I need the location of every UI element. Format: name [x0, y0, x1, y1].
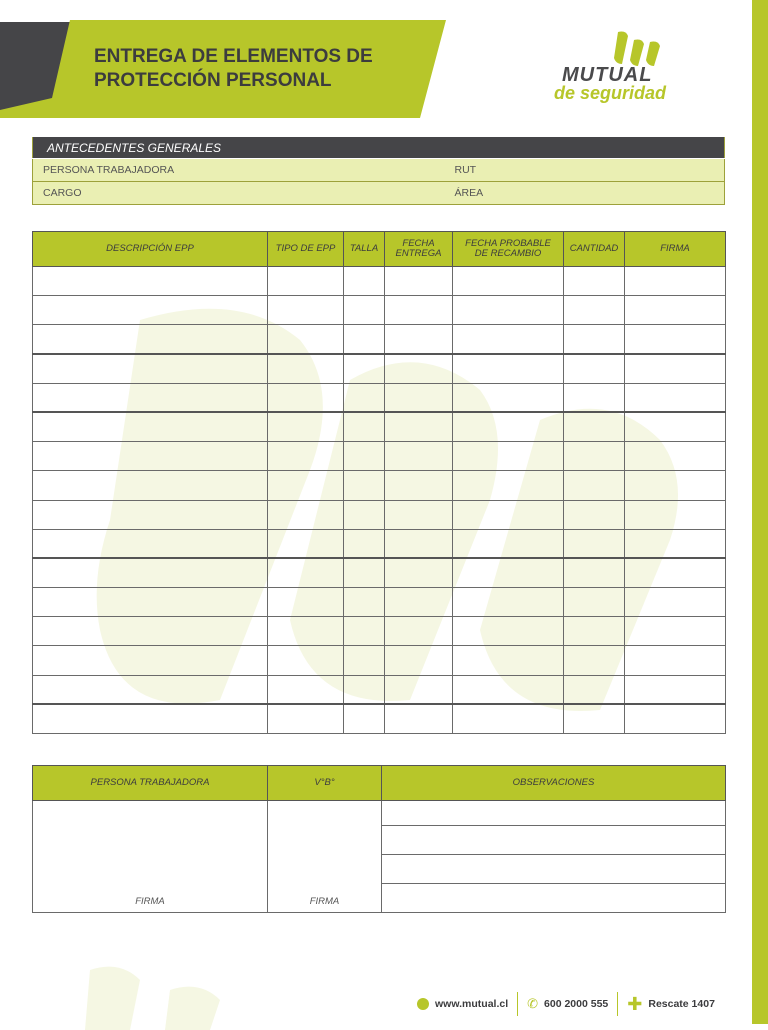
table-cell[interactable]	[268, 558, 344, 587]
col-recambio-l1: FECHA PROBABLE	[465, 238, 551, 249]
table-row	[33, 354, 726, 383]
col-fecha-entrega-l2: ENTREGA	[395, 248, 442, 259]
col-tipo: TIPO DE EPP	[268, 232, 344, 267]
table-cell[interactable]	[385, 412, 453, 441]
table-row	[33, 471, 726, 500]
table-cell[interactable]	[453, 617, 564, 646]
table-cell[interactable]	[344, 354, 385, 383]
table-cell[interactable]	[268, 325, 344, 354]
col-talla: TALLA	[344, 232, 385, 267]
table-cell[interactable]	[344, 412, 385, 441]
table-cell[interactable]	[564, 646, 625, 675]
table-cell[interactable]	[33, 646, 268, 675]
table-cell[interactable]	[33, 558, 268, 587]
table-cell[interactable]	[625, 675, 726, 704]
table-cell[interactable]	[453, 354, 564, 383]
table-cell[interactable]	[564, 267, 625, 296]
table-cell[interactable]	[564, 471, 625, 500]
table-cell[interactable]	[344, 558, 385, 587]
table-cell[interactable]	[33, 296, 268, 325]
table-row	[33, 588, 726, 617]
table-cell[interactable]	[564, 296, 625, 325]
title-line-1: ENTREGA DE ELEMENTOS DE	[94, 46, 373, 67]
signature-table	[32, 765, 726, 913]
footer-rescue[interactable]	[618, 994, 724, 1014]
cargo-field[interactable]: CARGO	[33, 182, 445, 205]
col-vb: V°B°	[268, 766, 382, 801]
worker-field[interactable]: PERSONA TRABAJADORA	[33, 159, 445, 182]
table-cell[interactable]	[625, 412, 726, 441]
table-cell[interactable]	[33, 267, 268, 296]
logo-brand: MUTUAL	[562, 64, 653, 86]
table-row	[33, 500, 726, 529]
table-cell[interactable]	[385, 267, 453, 296]
table-cell[interactable]	[564, 500, 625, 529]
table-cell[interactable]	[564, 325, 625, 354]
table-cell[interactable]	[564, 442, 625, 471]
globe-icon	[417, 998, 429, 1010]
footer-website[interactable]	[408, 998, 517, 1010]
table-cell[interactable]	[385, 646, 453, 675]
firma-label: FIRMA	[135, 896, 165, 907]
table-cell[interactable]	[564, 412, 625, 441]
table-cell[interactable]	[344, 442, 385, 471]
table-cell[interactable]	[453, 529, 564, 558]
table-cell[interactable]	[268, 704, 344, 733]
table-cell[interactable]	[385, 383, 453, 412]
firma-label: FIRMA	[309, 896, 340, 907]
table-cell[interactable]	[385, 558, 453, 587]
table-cell[interactable]	[33, 704, 268, 733]
footer-contacts	[408, 990, 738, 1018]
table-cell[interactable]	[564, 529, 625, 558]
table-row	[33, 412, 726, 441]
table-row	[33, 617, 726, 646]
table-cell[interactable]	[453, 704, 564, 733]
table-cell[interactable]	[344, 500, 385, 529]
table-cell[interactable]	[453, 412, 564, 441]
table-cell[interactable]	[625, 646, 726, 675]
table-cell[interactable]	[268, 383, 344, 412]
table-cell[interactable]	[33, 354, 268, 383]
table-cell[interactable]	[268, 471, 344, 500]
title-line-2: PROTECCIÓN PERSONAL	[94, 70, 332, 91]
watermark-logo-bottom	[80, 960, 280, 1030]
table-cell[interactable]	[453, 675, 564, 704]
table-cell[interactable]	[268, 675, 344, 704]
vb-signature-cell[interactable]	[268, 801, 382, 913]
table-cell[interactable]	[385, 296, 453, 325]
table-cell[interactable]	[564, 558, 625, 587]
page-title	[94, 45, 424, 93]
table-cell[interactable]	[625, 500, 726, 529]
table-cell[interactable]	[564, 704, 625, 733]
table-cell[interactable]	[625, 354, 726, 383]
table-cell[interactable]	[268, 412, 344, 441]
table-cell[interactable]	[33, 500, 268, 529]
table-cell[interactable]	[453, 267, 564, 296]
table-cell[interactable]	[625, 617, 726, 646]
table-cell[interactable]	[268, 442, 344, 471]
table-cell[interactable]	[385, 704, 453, 733]
table-cell[interactable]	[33, 471, 268, 500]
area-field[interactable]: ÁREA	[445, 182, 725, 205]
table-cell[interactable]	[625, 529, 726, 558]
table-cell[interactable]	[453, 500, 564, 529]
table-row	[33, 558, 726, 587]
table-cell[interactable]	[344, 704, 385, 733]
epp-table	[32, 231, 726, 734]
table-cell[interactable]	[564, 383, 625, 412]
table-row	[33, 383, 726, 412]
general-heading: ANTECEDENTES GENERALES	[33, 137, 725, 159]
table-cell[interactable]	[268, 354, 344, 383]
table-row	[33, 267, 726, 296]
table-cell[interactable]	[625, 442, 726, 471]
table-row	[33, 704, 726, 733]
observation-line[interactable]	[382, 855, 726, 884]
table-cell[interactable]	[564, 354, 625, 383]
rut-field[interactable]: RUT	[445, 159, 725, 182]
table-cell[interactable]	[564, 617, 625, 646]
table-cell[interactable]	[453, 471, 564, 500]
table-cell[interactable]	[625, 558, 726, 587]
table-cell[interactable]	[344, 646, 385, 675]
col-recambio	[453, 232, 564, 267]
table-cell[interactable]	[625, 588, 726, 617]
plus-icon: ✚	[627, 994, 643, 1014]
table-cell[interactable]	[33, 617, 268, 646]
website-text: www.mutual.cl	[435, 998, 509, 1010]
table-cell[interactable]	[625, 383, 726, 412]
table-cell[interactable]	[385, 588, 453, 617]
mutual-logo	[550, 28, 720, 116]
logo-mark-icon	[608, 28, 688, 68]
table-cell[interactable]	[344, 325, 385, 354]
table-cell[interactable]	[453, 325, 564, 354]
table-cell[interactable]	[625, 471, 726, 500]
table-row	[33, 296, 726, 325]
col-cantidad: CANTIDAD	[564, 232, 625, 267]
table-cell[interactable]	[344, 296, 385, 325]
table-cell[interactable]	[385, 675, 453, 704]
table-cell[interactable]	[268, 646, 344, 675]
observation-line[interactable]	[382, 826, 726, 855]
table-row	[33, 529, 726, 558]
table-cell[interactable]	[453, 558, 564, 587]
rescue-text: Rescate 1407	[648, 998, 715, 1010]
table-cell[interactable]	[385, 325, 453, 354]
table-cell[interactable]	[564, 675, 625, 704]
table-cell[interactable]	[385, 471, 453, 500]
worker-signature-cell[interactable]	[33, 801, 268, 913]
col-recambio-l2: DE RECAMBIO	[474, 248, 542, 259]
col-fecha-entrega	[385, 232, 453, 267]
table-cell[interactable]	[564, 588, 625, 617]
table-cell[interactable]	[344, 529, 385, 558]
table-cell[interactable]	[385, 617, 453, 646]
table-cell[interactable]	[344, 675, 385, 704]
right-accent-stripe	[752, 0, 768, 1024]
table-cell[interactable]	[33, 412, 268, 441]
table-cell[interactable]	[344, 471, 385, 500]
table-cell[interactable]	[33, 325, 268, 354]
table-cell[interactable]	[344, 588, 385, 617]
table-cell[interactable]	[385, 442, 453, 471]
table-cell[interactable]	[33, 588, 268, 617]
table-cell[interactable]	[453, 588, 564, 617]
table-cell[interactable]	[344, 617, 385, 646]
table-cell[interactable]	[385, 500, 453, 529]
col-fecha-entrega-l1: FECHA	[402, 238, 435, 249]
table-cell[interactable]	[268, 500, 344, 529]
table-cell[interactable]	[33, 529, 268, 558]
table-cell[interactable]	[33, 442, 268, 471]
table-row	[33, 646, 726, 675]
table-cell[interactable]	[268, 617, 344, 646]
observation-line[interactable]	[382, 884, 726, 913]
general-info-table	[32, 136, 725, 205]
phone-text: 600 2000 555	[544, 998, 609, 1010]
table-cell[interactable]	[268, 296, 344, 325]
table-cell[interactable]	[453, 383, 564, 412]
table-cell[interactable]	[453, 296, 564, 325]
table-cell[interactable]	[344, 383, 385, 412]
phone-icon: ✆	[527, 996, 539, 1011]
table-cell[interactable]	[268, 529, 344, 558]
table-cell[interactable]	[33, 383, 268, 412]
table-cell[interactable]	[625, 296, 726, 325]
col-worker: PERSONA TRABAJADORA	[33, 766, 268, 801]
table-cell[interactable]	[385, 354, 453, 383]
table-cell[interactable]	[625, 267, 726, 296]
col-descripcion: DESCRIPCIÓN EPP	[33, 232, 268, 267]
table-cell[interactable]	[268, 588, 344, 617]
table-cell[interactable]	[268, 267, 344, 296]
table-cell[interactable]	[625, 325, 726, 354]
table-cell[interactable]	[33, 675, 268, 704]
table-cell[interactable]	[453, 442, 564, 471]
table-row	[33, 442, 726, 471]
table-row	[33, 325, 726, 354]
table-cell[interactable]	[625, 704, 726, 733]
table-cell[interactable]	[385, 529, 453, 558]
footer-phone[interactable]	[518, 996, 617, 1012]
table-cell[interactable]	[344, 267, 385, 296]
logo-tagline: de seguridad	[554, 83, 667, 103]
col-firma: FIRMA	[625, 232, 726, 267]
table-row	[33, 675, 726, 704]
table-cell[interactable]	[453, 646, 564, 675]
col-observaciones: OBSERVACIONES	[382, 766, 726, 801]
observation-line[interactable]	[382, 801, 726, 826]
